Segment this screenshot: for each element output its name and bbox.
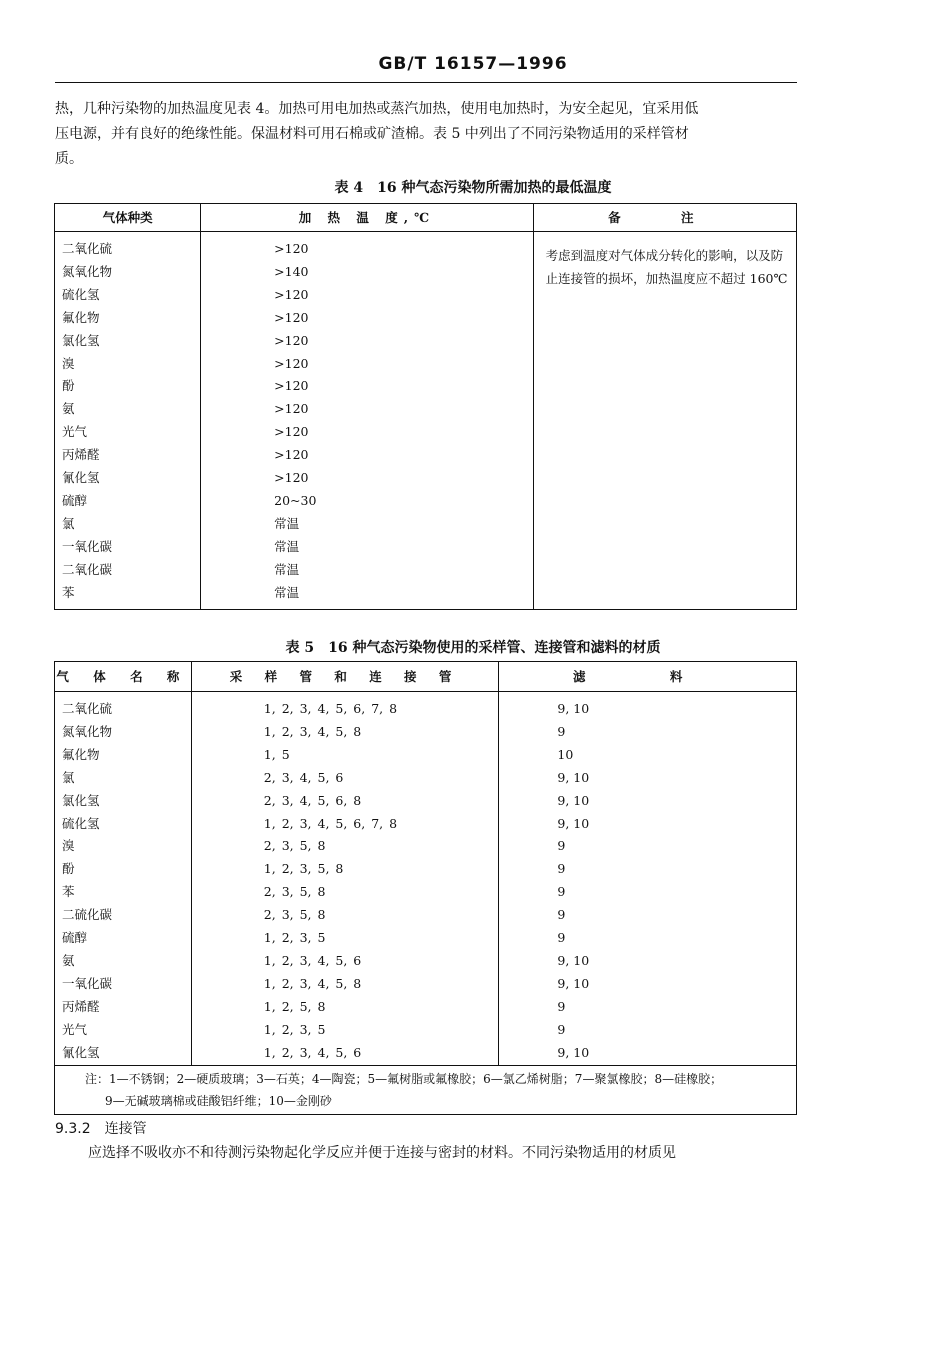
table-row bbox=[55, 232, 797, 261]
table5-caption: 表 5 16 种气态污染物使用的采样管、连接管和滤料的材质 bbox=[285, 640, 661, 656]
tube-material-cell: 1, 2, 3, 4, 5, 8 bbox=[191, 721, 499, 744]
tube-material-cell: 1, 2, 3, 4, 5, 6 bbox=[191, 1042, 499, 1065]
remark-cell bbox=[533, 232, 796, 610]
temperature-cell: 常温 bbox=[201, 582, 534, 609]
filter-material-cell: 9 bbox=[557, 907, 566, 923]
tube-material-cell: 1, 2, 3, 5 bbox=[191, 1019, 499, 1042]
table-row bbox=[55, 950, 797, 973]
gas-name-cell: 硫醇 bbox=[55, 490, 201, 513]
tube-material-cell: 1, 5 bbox=[191, 744, 499, 767]
table-row bbox=[55, 721, 797, 744]
table-row bbox=[55, 904, 797, 927]
table5-header-gas: 气 体 名 称 bbox=[55, 662, 192, 692]
gas-name-cell: 苯 bbox=[55, 881, 192, 904]
filter-material-cell: 9, 10 bbox=[557, 701, 590, 716]
section-heading bbox=[55, 1118, 147, 1138]
table5-note bbox=[55, 1065, 797, 1114]
filter-material-cell: 9, 10 bbox=[557, 769, 590, 785]
intro-paragraph bbox=[55, 97, 797, 172]
table5 bbox=[54, 661, 797, 1115]
filter-material-cell: 9 bbox=[557, 723, 566, 739]
gas-name-cell: 丙烯醛 bbox=[55, 996, 192, 1019]
table-row bbox=[55, 813, 797, 836]
filter-material-cell: 9 bbox=[557, 930, 566, 946]
gas-name-cell: 氰化氢 bbox=[55, 467, 201, 490]
tube-material-cell: 1, 2, 3, 4, 5, 8 bbox=[191, 973, 499, 996]
temperature-cell: >120 bbox=[201, 307, 534, 330]
gas-name-cell: 氮氧化物 bbox=[55, 721, 192, 744]
filter-material-cell: 9 bbox=[557, 884, 566, 900]
table-row bbox=[55, 858, 797, 881]
gas-name-cell: 光气 bbox=[55, 421, 201, 444]
temperature-cell: >120 bbox=[201, 232, 534, 261]
temperature-cell: >120 bbox=[201, 467, 534, 490]
table4-header-temp: 加 热 温 度,℃ bbox=[201, 204, 534, 232]
gas-name-cell: 氟化物 bbox=[55, 744, 192, 767]
gas-name-cell: 氟化物 bbox=[55, 307, 201, 330]
table-row bbox=[55, 1019, 797, 1042]
tube-material-cell: 2, 3, 4, 5, 6, 8 bbox=[191, 790, 499, 813]
temperature-cell: >120 bbox=[201, 284, 534, 307]
gas-name-cell: 一氧化碳 bbox=[55, 536, 201, 559]
section-paragraph: 应选择不吸收亦不和待测污染物起化学反应并便于连接与密封的材料。不同污染物适用的材质见 bbox=[88, 1145, 676, 1161]
tube-material-cell: 1, 2, 3, 4, 5, 6, 7, 8 bbox=[191, 692, 499, 721]
gas-name-cell: 苯 bbox=[55, 582, 201, 609]
filter-material-cell: 9 bbox=[557, 998, 566, 1014]
temperature-cell: >120 bbox=[201, 353, 534, 376]
temperature-cell: >120 bbox=[201, 330, 534, 353]
gas-name-cell: 氯化氢 bbox=[55, 330, 201, 353]
intro-line: 压电源，并有良好的绝缘性能。保温材料可用石棉或矿渣棉。表 5 中列出了不同污染物适用的采样管材 bbox=[55, 126, 689, 142]
gas-name-cell: 二硫化碳 bbox=[55, 904, 192, 927]
temperature-cell: >120 bbox=[201, 375, 534, 398]
table5-note-line: 9—无碱玻璃棉或硅酸铝纤维；10—金刚砂 bbox=[105, 1093, 332, 1108]
gas-name-cell: 氯 bbox=[55, 767, 192, 790]
tube-material-cell: 1, 2, 3, 5, 8 bbox=[191, 858, 499, 881]
tube-material-cell: 1, 2, 3, 5 bbox=[191, 927, 499, 950]
temperature-cell: 常温 bbox=[201, 513, 534, 536]
table-row bbox=[55, 881, 797, 904]
filter-material-cell: 9 bbox=[557, 1021, 566, 1037]
table4 bbox=[54, 203, 797, 610]
gas-name-cell: 氯化氢 bbox=[55, 790, 192, 813]
filter-material-cell: 9, 10 bbox=[557, 815, 590, 831]
gas-name-cell: 酚 bbox=[55, 858, 192, 881]
table4-caption: 表 4 16 种气态污染物所需加热的最低温度 bbox=[334, 180, 612, 196]
tube-material-cell: 2, 3, 5, 8 bbox=[191, 835, 499, 858]
gas-name-cell: 氰化氢 bbox=[55, 1042, 192, 1065]
temperature-cell: >140 bbox=[201, 261, 534, 284]
gas-name-cell: 一氧化碳 bbox=[55, 973, 192, 996]
table-row bbox=[55, 973, 797, 996]
temperature-cell: 20~30 bbox=[201, 490, 534, 513]
tube-material-cell: 2, 3, 5, 8 bbox=[191, 904, 499, 927]
table4-remark: 考虑到温度对气体成分转化的影响，以及防止连接管的损坏，加热温度应不超过 160℃ bbox=[545, 248, 788, 286]
temperature-cell: >120 bbox=[201, 444, 534, 467]
table-row bbox=[55, 767, 797, 790]
gas-name-cell: 氨 bbox=[55, 950, 192, 973]
gas-name-cell: 氨 bbox=[55, 398, 201, 421]
temperature-cell: >120 bbox=[201, 398, 534, 421]
temperature-cell: 常温 bbox=[201, 559, 534, 582]
gas-name-cell: 氯 bbox=[55, 513, 201, 536]
gas-name-cell: 丙烯醛 bbox=[55, 444, 201, 467]
table4-header-note: 备 注 bbox=[533, 204, 796, 232]
table-row bbox=[55, 835, 797, 858]
gas-name-cell: 二氧化硫 bbox=[55, 232, 201, 261]
section-title: 连接管 bbox=[104, 1121, 147, 1137]
gas-name-cell: 硫化氢 bbox=[55, 813, 192, 836]
tube-material-cell: 2, 3, 5, 8 bbox=[191, 881, 499, 904]
table5-header-filter: 滤 料 bbox=[499, 662, 797, 692]
gas-name-cell: 二氧化碳 bbox=[55, 559, 201, 582]
table-row bbox=[55, 927, 797, 950]
header-rule bbox=[55, 82, 797, 83]
table-row bbox=[55, 790, 797, 813]
temperature-cell: 常温 bbox=[201, 536, 534, 559]
gas-name-cell: 硫醇 bbox=[55, 927, 192, 950]
table-row bbox=[55, 692, 797, 721]
table-row bbox=[55, 744, 797, 767]
intro-line: 热，几种污染物的加热温度见表 4。加热可用电加热或蒸汽加热，使用电加热时，为安全起见，宜采用低 bbox=[55, 101, 699, 117]
filter-material-cell: 9 bbox=[557, 838, 566, 854]
table4-header-gas: 气体种类 bbox=[55, 204, 201, 232]
table-row bbox=[55, 1042, 797, 1065]
filter-material-cell: 9 bbox=[557, 861, 566, 877]
filter-material-cell: 9, 10 bbox=[557, 792, 590, 808]
intro-line: 质。 bbox=[55, 151, 83, 167]
temperature-cell: >120 bbox=[201, 421, 534, 444]
gas-name-cell: 溴 bbox=[55, 835, 192, 858]
standard-code-header: GB/T 16157—1996 bbox=[378, 54, 568, 74]
tube-material-cell: 1, 2, 3, 4, 5, 6 bbox=[191, 950, 499, 973]
section-number: 9.3.2 bbox=[55, 1121, 91, 1137]
gas-name-cell: 硫化氢 bbox=[55, 284, 201, 307]
table5-note-line: 注：1—不锈钢；2—硬质玻璃；3—石英；4—陶瓷；5—氟树脂或氟橡胶；6—氯乙烯树脂；7—聚氯橡胶；8—硅橡胶； bbox=[85, 1071, 723, 1086]
gas-name-cell: 溴 bbox=[55, 353, 201, 376]
gas-name-cell: 酚 bbox=[55, 375, 201, 398]
tube-material-cell: 1, 2, 5, 8 bbox=[191, 996, 499, 1019]
table5-header-tube: 采 样 管 和 连 接 管 bbox=[191, 662, 499, 692]
tube-material-cell: 1, 2, 3, 4, 5, 6, 7, 8 bbox=[191, 813, 499, 836]
gas-name-cell: 氮氧化物 bbox=[55, 261, 201, 284]
table-row bbox=[55, 996, 797, 1019]
filter-material-cell: 10 bbox=[557, 746, 574, 762]
filter-material-cell: 9, 10 bbox=[557, 975, 590, 991]
filter-material-cell: 9, 10 bbox=[557, 1044, 590, 1060]
gas-name-cell: 二氧化硫 bbox=[55, 692, 192, 721]
gas-name-cell: 光气 bbox=[55, 1019, 192, 1042]
filter-material-cell: 9, 10 bbox=[557, 952, 590, 968]
tube-material-cell: 2, 3, 4, 5, 6 bbox=[191, 767, 499, 790]
